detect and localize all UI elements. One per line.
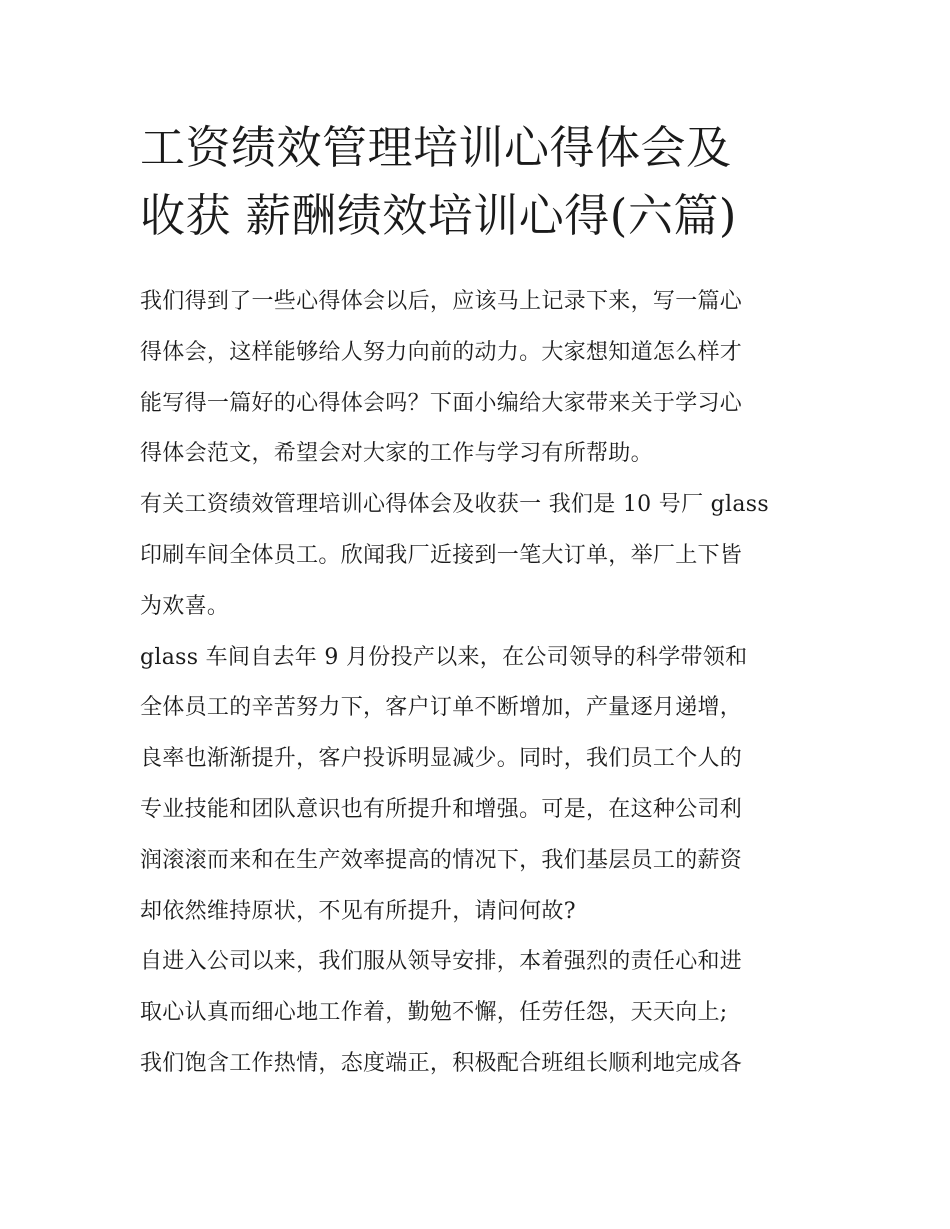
document-body xyxy=(140,277,820,1090)
body-line: 润滚滚而来和在生产效率提高的情况下，我们基层员工的薪资 xyxy=(140,847,743,873)
body-line: 有关工资绩效管理培训心得体会及收获一 我们是 10 号厂 glass xyxy=(140,492,769,518)
document-title xyxy=(140,114,820,250)
body-line: glass 车间自去年 9 月份投产以来，在公司领导的科学带领和 xyxy=(140,644,748,670)
body-line: 自进入公司以来，我们服从领导安排，本着强烈的责任心和进 xyxy=(140,949,743,975)
body-line: 我们得到了一些心得体会以后，应该马上记录下来，写一篇心 xyxy=(140,289,743,314)
body-line: 为欢喜。 xyxy=(140,593,230,619)
body-line: 取心认真而细心地工作着，勤勉不懈，任劳任怨，天天向上; xyxy=(140,1000,728,1026)
body-line: 印刷车间全体员工。欣闻我厂近接到一笔大订单，举厂上下皆 xyxy=(140,542,743,568)
body-line: 专业技能和团队意识也有所提升和增强。可是，在这种公司利 xyxy=(140,796,743,822)
title-line: 收获 薪酬绩效培训心得(六篇) xyxy=(140,189,737,242)
body-line: 良率也渐渐提升，客户投诉明显减少。同时，我们员工个人的 xyxy=(140,746,743,772)
body-line: 我们饱含工作热情，态度端正，积极配合班组长顺利地完成各 xyxy=(140,1050,743,1076)
body-line: 能写得一篇好的心得体会吗？下面小编给大家带来关于学习心 xyxy=(140,390,743,416)
body-line: 得体会范文，希望会对大家的工作与学习有所帮助。 xyxy=(140,441,653,467)
title-line: 工资绩效管理培训心得体会及 xyxy=(140,121,732,174)
body-line: 得体会，这样能够给人努力向前的动力。大家想知道怎么样才 xyxy=(140,339,743,365)
body-line: 却依然维持原状，不见有所提升，请问何故? xyxy=(140,898,576,924)
body-line: 全体员工的辛苦努力下，客户订单不断增加，产量逐月递增， xyxy=(140,695,743,721)
